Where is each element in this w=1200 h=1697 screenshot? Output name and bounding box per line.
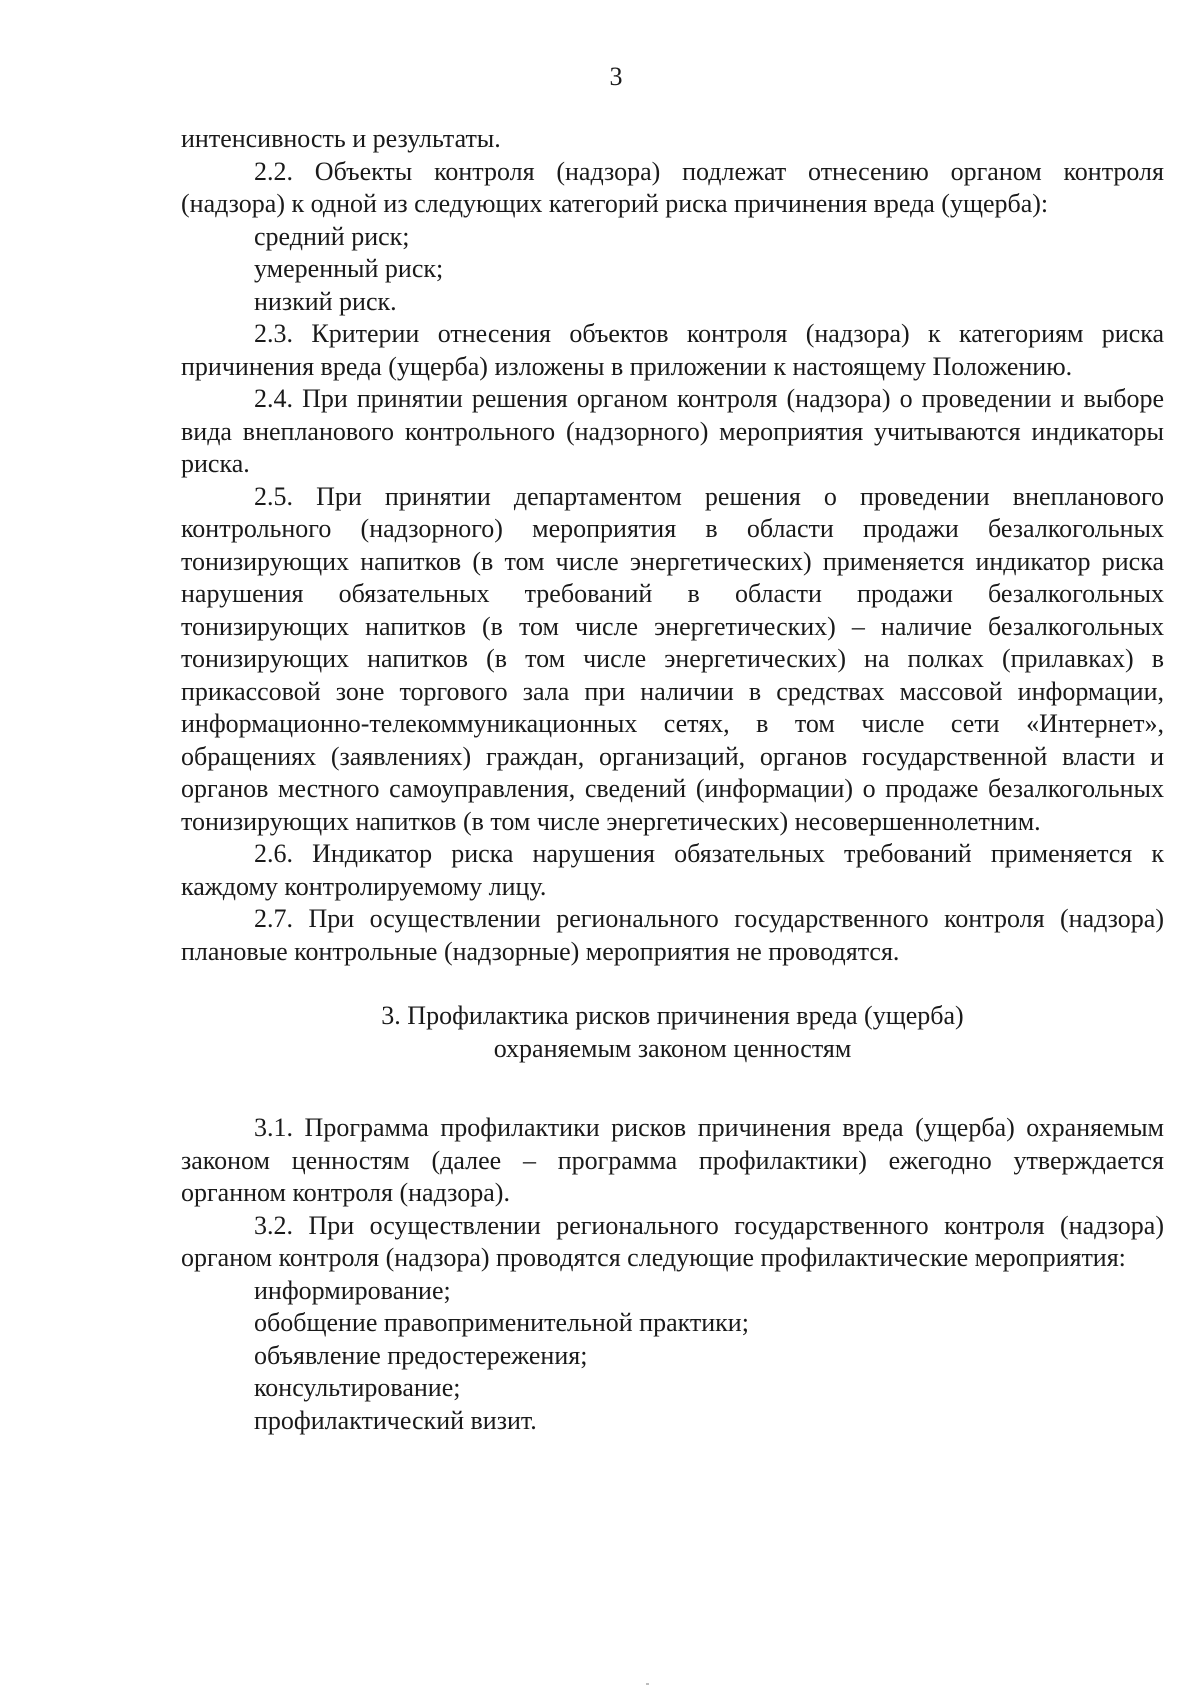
list-item: информирование;: [254, 1275, 451, 1305]
list-item: профилактический визит.: [254, 1405, 537, 1435]
section-heading-line-2: охраняемым законом ценностям: [493, 1033, 852, 1063]
paragraph-continuation: интенсивность и результаты.: [181, 124, 501, 153]
list-item: консультирование;: [254, 1373, 461, 1402]
paragraph-2-2: 2.2. Объекты контроля (надзора) подлежат отнесению органом контроля (надзора) к одной из следующих категорий риска причинения вреда (ущерба):: [181, 156, 1164, 218]
paragraph-2-6: 2.6. Индикатор риска нарушения обязательных требований применяется к каждому контролируемому лицу.: [181, 839, 1164, 901]
list-item: объявление предостережения;: [254, 1340, 588, 1370]
section-heading-line-1: 3. Профилактика рисков причинения вреда (ущерба): [381, 1001, 964, 1030]
document-body: [181, 123, 1164, 1437]
paragraph-2-5: 2.5. При принятии департаментом решения о проведении внепланового контрольного (надзорного) мероприятия в области продажи безалкогольных тонизирующих напитков (в том числе энергетических) применяется индикатор риска нарушения обязательных требований в области продажи безалкогольных тонизирующих напитков (в том числе энергетических) – наличие безалкогольных тонизирующих напитков (в том числе энергетических) на полках (прилавках) в прикассовой зоне торгового зала при наличии в средствах массовой информации, информационно-телекоммуникационных сетях, в том числе сети «Интернет», обращениях (заявлениях) граждан, организаций, органов государственной власти и органов местного самоуправления, сведений (информации) о продаже безалкогольных тонизирующих напитков (в том числе энергетических) несовершеннолетним.: [181, 481, 1164, 836]
list-item: низкий риск.: [254, 286, 397, 316]
list-item: средний риск;: [254, 221, 410, 251]
page-number: 3: [609, 62, 623, 91]
paragraph-2-4: 2.4. При принятии решения органом контроля (надзора) о проведении и выборе вида внепланового контрольного (надзорного) мероприятия учитываются индикаторы риска.: [181, 384, 1164, 478]
list-item: обобщение правоприменительной практики;: [254, 1308, 749, 1337]
section-3-heading: [181, 1000, 1164, 1065]
paragraph-2-3: 2.3. Критерии отнесения объектов контроля (надзора) к категориям риска причинения вреда (ущерба) изложены в приложении к настоящему Положению.: [181, 319, 1164, 381]
scan-speck: [646, 1683, 649, 1685]
list-item: умеренный риск;: [254, 254, 444, 283]
paragraph-2-7: 2.7. При осуществлении регионального государственного контроля (надзора) плановые контрольные (надзорные) мероприятия не проводятся.: [181, 904, 1164, 966]
paragraph-3-2: 3.2. При осуществлении регионального государственного контроля (надзора) органом контроля (надзора) проводятся следующие профилактические мероприятия:: [181, 1210, 1164, 1272]
paragraph-3-1: 3.1. Программа профилактики рисков причинения вреда (ущерба) охраняемым законом ценностям (далее – программа профилактики) ежегодно утверждается органном контроля (надзора).: [181, 1113, 1164, 1207]
